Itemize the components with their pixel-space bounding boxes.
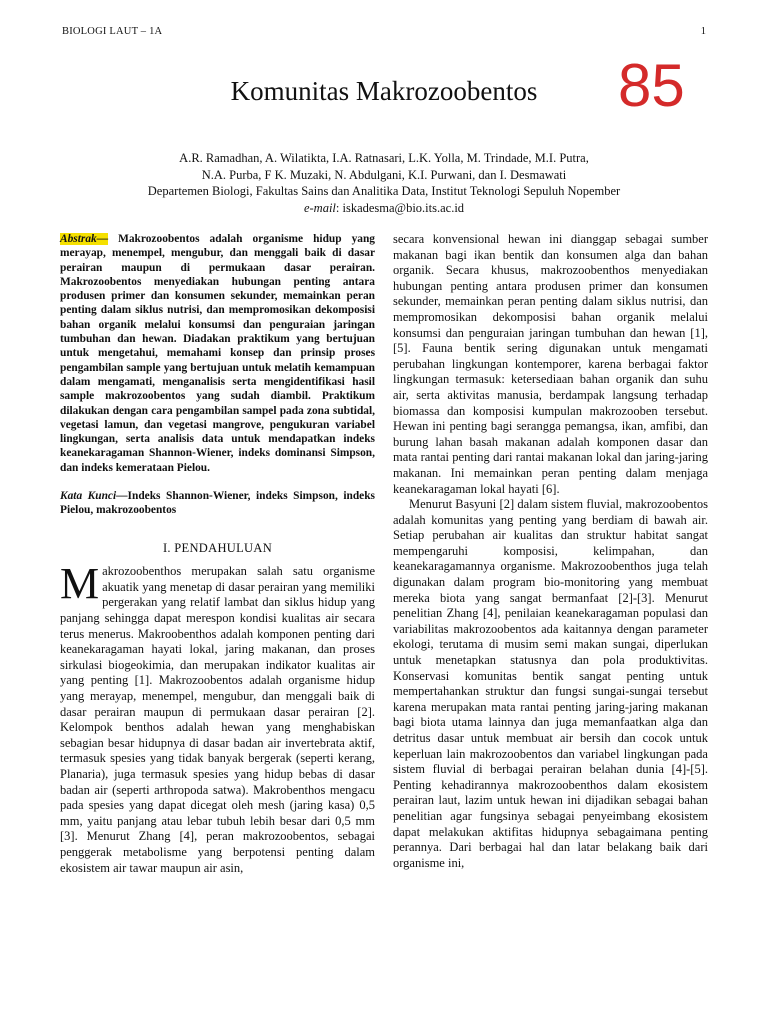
abstract — [60, 232, 375, 475]
abstract-text: Makrozoobentos adalah organisme hidup yang merayap, menempel, mengubur, dan menggali baik di dasar perairan maupun di permukaan dasar perairan. Makrozoobentos menyediakan hubungan penting antara produsen primer dan konsumen sekunder, memainkan peran penting dalam siklus nutrisi, dan mempromosikan dekomposisi bahan organik melalui konsumsi dan penguraian jaringan tumbuhan dan hewan. Diadakan praktikum yang bertujuan untuk mengetahui, memahami konsep dan prinsip proses pengambilan sample yang bertujuan untuk melatih kemampuan dalam mengamati, menganalisis serta mengidentifikasi hasil sample makrozoobentos yang sudah diambil. Praktikum dilakukan dengan cara pengambilan sampel pada zona subtidal, vegetasi lamun, dan vegetasi mangrove, pengukuran variabel lingkungan, serta analisis data untuk mendapatkan indeks keanekaragaman Shannon-Wiener, indeks dominansi Simpson, dan indeks kemerataan Pielou. — [60, 233, 375, 474]
author-block — [0, 150, 768, 216]
keywords-text: —Indeks Shannon-Wiener, indeks Simpson, indeks Pielou, makrozoobentos — [60, 490, 375, 517]
paper-title: Komunitas Makrozoobentos — [230, 76, 538, 106]
email-line — [0, 200, 768, 217]
affiliation: Departemen Biologi, Fakultas Sains dan Analitika Data, Institut Teknologi Sepuluh Nopember — [147, 184, 621, 198]
left-column — [60, 232, 375, 876]
email-address: : iskadesma@bio.its.ac.id — [335, 200, 465, 215]
author-line-1: A.R. Ramadhan, A. Wilatikta, I.A. Ratnasari, L.K. Yolla, M. Trindade, M.I. Putra, — [179, 151, 589, 165]
running-head: BIOLOGI LAUT – 1A — [62, 26, 163, 37]
drop-cap: M — [60, 559, 100, 609]
intro-paragraph-1 — [60, 559, 375, 876]
author-line-2: N.A. Purba, F K. Muzaki, N. Abdulgani, K.I. Purwani, dan I. Desmawati — [201, 167, 567, 182]
page-number: 1 — [700, 26, 706, 37]
right-column — [393, 232, 708, 871]
abstract-label: Abstrak— — [60, 233, 109, 245]
email-label: e-mail — [303, 200, 336, 215]
page-badge: 85 — [618, 52, 685, 119]
keywords-label: Kata Kunci — [60, 490, 117, 503]
section-heading: I. PENDAHULUAN — [162, 540, 273, 555]
intro-paragraph-1-text: akrozoobenthos merupakan salah satu organisme akuatik yang menetap di dasar perairan yang memiliki pergerakan yang relatif lambat dan siklus hidup yang panjang sehingga dapat merespon kondisi kualitas air secara terus menerus. Makroobenthos adalah komponen penting dari keanekaragaman hayati lokal, jaring makanan, dan proses sirkulasi biogeokimia, dan merupakan indikator kualitas air yang penting [1]. Makrozoobentos adalah organisme hidup yang merayap, menempel, mengubur, dan menggali baik di dasar perairan maupun di permukaan dasar perairan [2]. Kelompok benthos adalah hewan yang menghabiskan sebagian besar hidupnya di dasar badan air invertebrata aktif, termasuk spesies yang tidak banyak bergerak (seperti kerang, Planaria), juga termasuk spesies yang hidup bebas di dasar badan air (seperti arthropoda satwa). Makrobenthos mengacu pada spesies yang dapat dicegat oleh mesh (jaring kasa) 0,5 mm, yaitu panjang atau lebar tubuh lebih besar dari 0,5 mm [3]. Menurut Zhang [4], peran makrozoobentos, sebagai penggerak metabolisme yang berpotensi penting dalam ekosistem air tawar maupun air asin, — [60, 564, 375, 875]
intro-paragraph-3: Menurut Basyuni [2] dalam sistem fluvial, makrozoobentos adalah komunitas yang penting yang berdiam di bawah air. Setiap perubahan air kualitas dan struktur habitat sangat mempengaruhi komposisi, kelimpahan, dan keanekaragamannya organisme. Makrozoobenthos juga telah digunakan dalam program bio-monitoring yang membuat mereka biota yang sangat bermanfaat [2]-[3]. Menurut penelitian Zhang [4], penilaian keanekaragaman populasi dan variabilitas makrozoobentos ada kaitannya dengan parameter ekologi, terutama di musim semi makan sungai, diperlukan untuk menetapkan statusnya dan pola produktivitas. Konservasi komunitas bentik sangat penting untuk mempertahankan struktur dan fungsi sungai-sungai tersebut karena merupakan mata rantai penting jaring-jaring makanan bagi biota utama lainnya dan juga memanfaatkan alga dan detritus dasar untuk membuat air bersih dan cocok untuk keperluan lain makrozoobentos dan variabel lingkungan pada sistem fluvial di berbagai perairan belahan dunia [4]-[5]. Penting kehadirannya makrozoobenthos dalam ekosistem perairan laut, lazim untuk hewan ini dijadikan sebagai bahan penelitian agar fungsinya sebagai penyeimbang ekosistem dapat melakukan aktifitas hidupnya sebagaimana penting perannya. Dari berbagai hal dan latar belakang baik dari organisme ini, — [393, 497, 708, 870]
keywords — [60, 489, 375, 518]
intro-paragraph-2: secara konvensional hewan ini dianggap sebagai sumber makanan bagi ikan bentik dan konsumen alga dan bahan organik. Secara khusus, makrozoobenthos menyediakan hubungan penting antara produsen primer dan konsumen sekunder, memainkan peran penting dalam siklus nutrisi, dan mempromosikan dekomposisi bahan organik melalui konsumsi dan penguraian jaringan tumbuhan dan hewan [1], [5]. Fauna bentik sering digunakan untuk mengamati perubahan lingkungan kontemporer, karena berbagai faktor lingkungan termasuk: ketersediaan bahan organik dan suhu air, serta aktivitas manusia, berdampak langsung terhadap biomassa dan komposisi kumpulan makrozooben tersebut. Hewan ini penting bagi serangga pemangsa, ikan, amfibi, dan burung lahan basah makanan adalah komponen dasar dan mata rantai penting dari rantai makanan lokal dan jaring-jaring makanan. Ini memainkan peran penting dalam menjaga keanekaragaman lokal hayati [6]. — [393, 232, 708, 496]
